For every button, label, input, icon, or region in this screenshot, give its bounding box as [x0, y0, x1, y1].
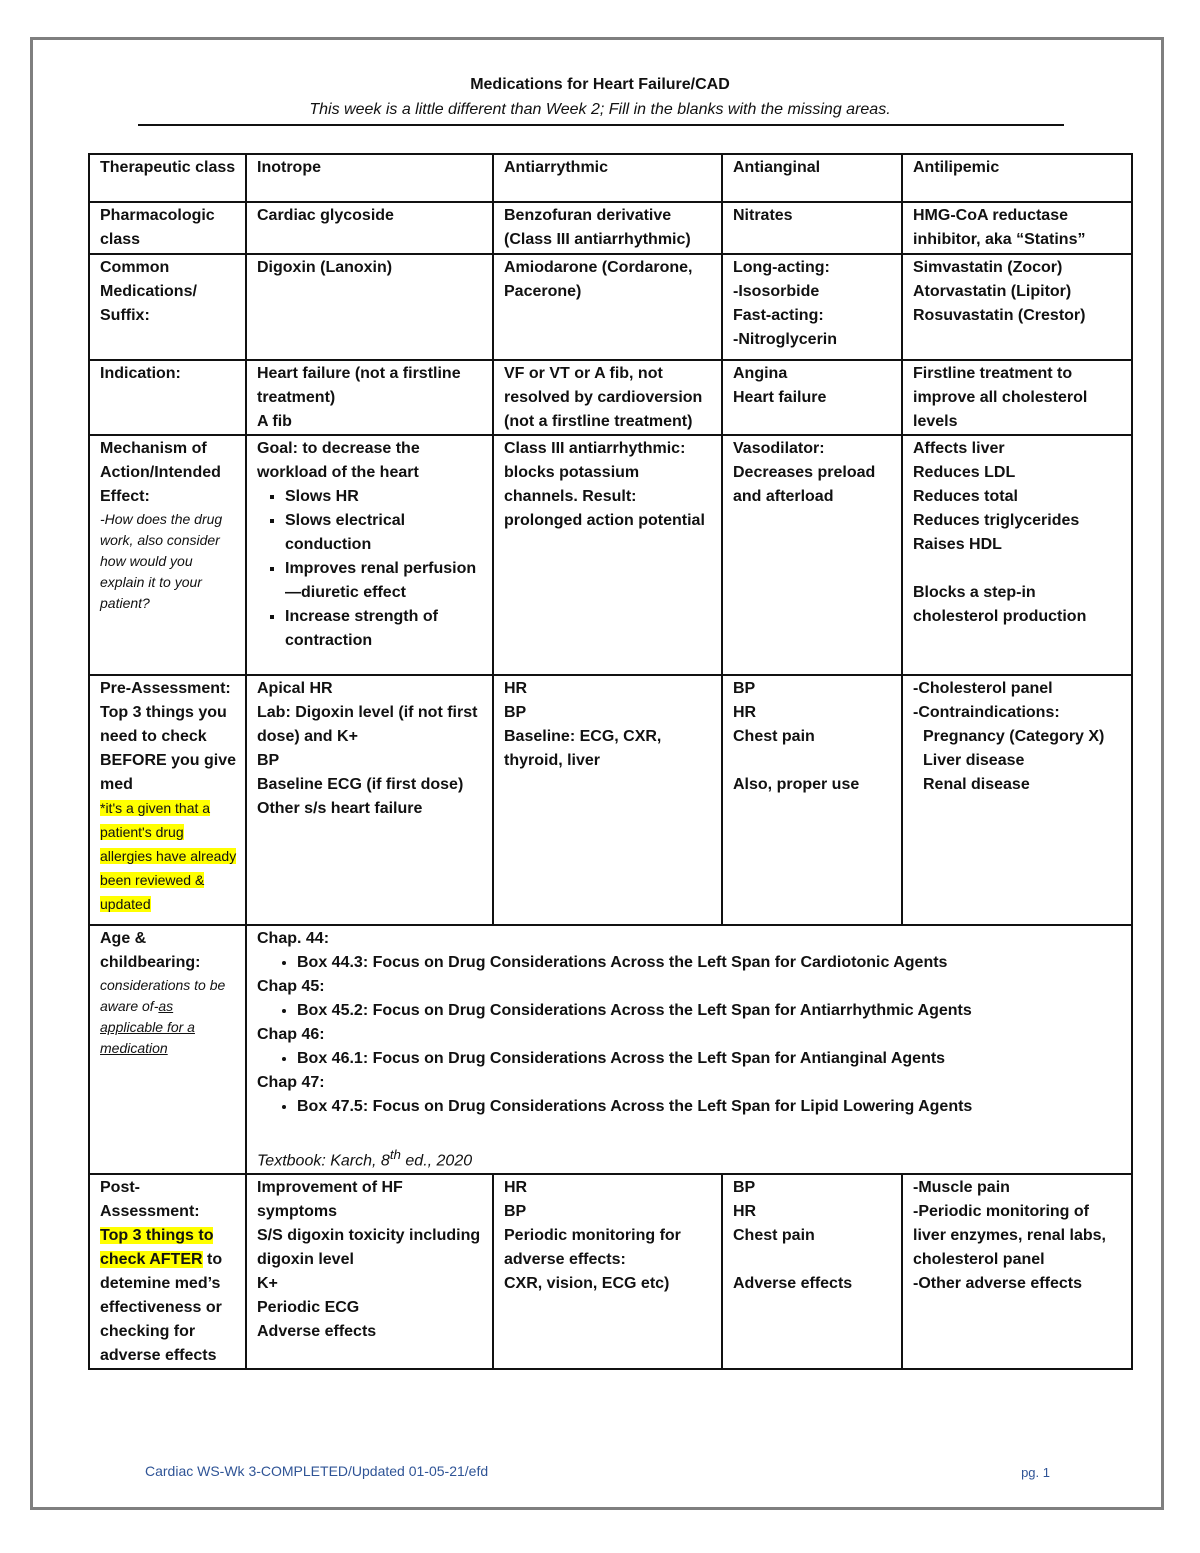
- cell-indication-3: [722, 360, 902, 435]
- cell-common-3: [722, 254, 902, 360]
- cell-pharmacologic-2: Benzofuran derivative (Class III antiarrhythmic): [493, 202, 722, 254]
- chapter-list: [257, 951, 1123, 975]
- list-item: Fast-acting:: [733, 307, 824, 324]
- textbook-reference: [257, 1143, 1123, 1173]
- cell-pre-2: [493, 675, 722, 925]
- cell-therapeutic-antianginal: Antianginal: [722, 154, 902, 202]
- list-item: Periodic monitoring for adverse effects:: [504, 1227, 681, 1269]
- list-item: Heart failure: [733, 389, 827, 406]
- list-item: Adverse effects: [257, 1323, 377, 1341]
- row-label-pharmacologic: Pharmacologic class: [89, 202, 246, 254]
- cell-pharmacologic-3: Nitrates: [722, 202, 902, 254]
- cell-common-1: Digoxin (Lanoxin): [246, 254, 493, 360]
- list-item: Chest pain: [733, 1227, 815, 1245]
- medications-table: [88, 153, 1133, 1370]
- list-item: Raises HDL: [913, 536, 1002, 553]
- list-item: Apical HR: [257, 680, 333, 697]
- spacer: [733, 749, 893, 773]
- list-item: Improvement of HF symptoms: [257, 1179, 403, 1221]
- pre-assessment-note: [100, 797, 237, 917]
- cell-mechanism-1: [246, 435, 493, 675]
- cell-therapeutic-antilipemic: Antilipemic: [902, 154, 1132, 202]
- list-item: Pregnancy (Category X): [923, 728, 1105, 745]
- table-row-post-assessment: [89, 1174, 1132, 1369]
- row-label-post-assessment: [89, 1174, 246, 1369]
- list-item: Blocks a step-in cholesterol production: [913, 584, 1087, 625]
- cell-therapeutic-antiarrythmic: Antiarrythmic: [493, 154, 722, 202]
- list-item: • Box 45.2: Focus on Drug Considerations Across the Left Span for Antiarrhythmic Agents: [297, 999, 1123, 1023]
- post-assessment-label-rest: to detemine med’s effectiveness or checking for adverse effects: [100, 1251, 223, 1365]
- row-label-common: Common Medications/ Suffix:: [89, 254, 246, 360]
- list-item: -Cholesterol panel: [913, 680, 1053, 697]
- textbook-sup: th: [389, 1147, 401, 1162]
- list-item: Baseline ECG (if first dose): [257, 776, 464, 793]
- post-highlight-1: Top 3 things to: [100, 1227, 214, 1245]
- footer-document-id: Cardiac WS-Wk 3-COMPLETED/Updated 01-05-21/efd: [145, 1463, 489, 1479]
- list-item: Reduces LDL: [913, 464, 1016, 481]
- cell-indication-1: [246, 360, 493, 435]
- age-note: [100, 975, 237, 1059]
- spacer: [257, 1119, 1123, 1143]
- list-item: Rosuvastatin (Crestor): [913, 307, 1086, 324]
- cell-pharmacologic-1: Cardiac glycoside: [246, 202, 493, 254]
- list-item: ▪ Slows HR: [285, 485, 484, 509]
- cell-common-2: Amiodarone (Cordarone, Pacerone): [493, 254, 722, 360]
- table-row-common: [89, 254, 1132, 360]
- cell-indication-4: Firstline treatment to improve all cholesterol levels: [902, 360, 1132, 435]
- cell-therapeutic-inotrope: Inotrope: [246, 154, 493, 202]
- list-item: Simvastatin (Zocor): [913, 259, 1063, 276]
- list-item: A fib: [257, 413, 292, 430]
- allergy-note-highlight: *it's a given that a patient's drug allergies have already been reviewed & updated: [100, 800, 237, 912]
- row-label-age: [89, 925, 246, 1174]
- table-row-mechanism: [89, 435, 1132, 675]
- list-item: -Periodic monitoring of liver enzymes, renal labs, cholesterol panel: [913, 1203, 1106, 1269]
- list-item: BP: [733, 1179, 756, 1197]
- list-item: Angina: [733, 365, 788, 382]
- list-item: • Box 46.1: Focus on Drug Considerations Across the Left Span for Antianginal Agents: [297, 1047, 1123, 1071]
- chapter-label: Chap. 44:: [257, 930, 330, 947]
- mechanism-bullets: [257, 485, 484, 653]
- chapter-label: Chap 47:: [257, 1074, 325, 1091]
- list-item: BP: [504, 704, 527, 721]
- list-item: Reduces triglycerides: [913, 512, 1080, 529]
- chapter-label: Chap 45:: [257, 978, 325, 995]
- textbook-text-end: ed., 2020: [400, 1152, 473, 1170]
- cell-common-4: [902, 254, 1132, 360]
- page-subtitle: This week is a little different than Week 2; Fill in the blanks with the missing areas.: [309, 101, 891, 118]
- mechanism-label: Mechanism of Action/Intended Effect:: [100, 440, 221, 505]
- row-label-pre-assessment: [89, 675, 246, 925]
- list-item: Vasodilator:: [733, 440, 825, 457]
- list-item: Affects liver: [913, 440, 1005, 457]
- list-item: Periodic ECG: [257, 1299, 360, 1317]
- table-row-pharmacologic: [89, 202, 1132, 254]
- cell-pre-4: [902, 675, 1132, 925]
- age-label: Age & childbearing:: [100, 930, 201, 971]
- list-item: -Contraindications:: [913, 704, 1060, 721]
- cell-indication-2: VF or VT or A fib, not resolved by cardioversion (not a firstline treatment): [493, 360, 722, 435]
- list-item: K+: [257, 1275, 278, 1293]
- list-item: Reduces total: [913, 488, 1018, 505]
- list-item: • Box 47.5: Focus on Drug Considerations Across the Left Span for Lipid Lowering Agents: [297, 1095, 1123, 1119]
- list-item: Decreases preload and afterload: [733, 464, 876, 505]
- list-item: Baseline: ECG, CXR, thyroid, liver: [504, 728, 662, 769]
- list-item: -Muscle pain: [913, 1179, 1010, 1197]
- list-item: BP: [504, 1203, 527, 1221]
- chapter-list: [257, 1047, 1123, 1071]
- table-row-indication: [89, 360, 1132, 435]
- list-item: Chest pain: [733, 728, 815, 745]
- list-item: -Isosorbide: [733, 283, 820, 300]
- mechanism-goal: Goal: to decrease the workload of the heart: [257, 440, 420, 481]
- list-item: S/S digoxin toxicity including digoxin level: [257, 1227, 481, 1269]
- chapter-label: Chap 46:: [257, 1026, 325, 1043]
- list-item: Renal disease: [923, 776, 1030, 793]
- table-row-therapeutic: [89, 154, 1132, 202]
- list-item: Also, proper use: [733, 776, 860, 793]
- list-item: ▪ Improves renal perfusion—diuretic effect: [285, 557, 484, 605]
- table-row-age-childbearing: [89, 925, 1132, 1174]
- cell-pre-1: [246, 675, 493, 925]
- list-item: Liver disease: [923, 752, 1025, 769]
- chapter-list: [257, 999, 1123, 1023]
- row-label-indication: Indication:: [89, 360, 246, 435]
- spacer: [733, 1248, 893, 1272]
- list-item: HR: [504, 1179, 528, 1197]
- post-assessment-label: Post-Assessment:: [100, 1179, 200, 1221]
- spacer: [913, 557, 1123, 581]
- list-item: Long-acting:: [733, 259, 830, 276]
- list-item: HR: [733, 1203, 757, 1221]
- cell-post-1: [246, 1174, 493, 1369]
- list-item: Adverse effects: [733, 1275, 853, 1293]
- textbook-text: Textbook: Karch, 8: [257, 1152, 390, 1170]
- table-row-pre-assessment: [89, 675, 1132, 925]
- cell-pre-3: [722, 675, 902, 925]
- list-item: Heart failure (not a firstline treatment): [257, 365, 461, 406]
- mechanism-note: -How does the drug work, also consider how would you explain it to your patient?: [100, 511, 223, 611]
- title-divider: [138, 124, 1064, 126]
- list-item: CXR, vision, ECG etc): [504, 1275, 670, 1293]
- list-item: ▪ Increase strength of contraction: [285, 605, 484, 653]
- cell-mechanism-2: Class III antiarrhythmic: blocks potassium channels. Result: prolonged action potential: [493, 435, 722, 675]
- cell-age-references: [246, 925, 1132, 1174]
- list-item: -Other adverse effects: [913, 1275, 1082, 1293]
- cell-post-3: [722, 1174, 902, 1369]
- pre-assessment-label: Pre-Assessment: Top 3 things you need to check BEFORE you give med: [100, 680, 237, 793]
- age-note-underlined: as applicable for a medication: [100, 998, 195, 1056]
- age-note-text: considerations to be aware of-: [100, 977, 226, 1014]
- list-item: BP: [733, 680, 756, 697]
- list-item: • Box 44.3: Focus on Drug Considerations Across the Left Span for Cardiotonic Agents: [297, 951, 1123, 975]
- row-label-mechanism: [89, 435, 246, 675]
- list-item: HR: [733, 704, 757, 721]
- list-item: -Nitroglycerin: [733, 331, 838, 348]
- chapter-list: [257, 1095, 1123, 1119]
- cell-mechanism-3: [722, 435, 902, 675]
- row-label-therapeutic: Therapeutic class: [89, 154, 246, 202]
- cell-pharmacologic-4: HMG-CoA reductase inhibitor, aka “Statins”: [902, 202, 1132, 254]
- list-item: Atorvastatin (Lipitor): [913, 283, 1072, 300]
- cell-mechanism-4: [902, 435, 1132, 675]
- post-highlight-2: check AFTER: [100, 1251, 203, 1269]
- footer-page-number: pg. 1: [1021, 1465, 1050, 1480]
- cell-post-4: [902, 1174, 1132, 1369]
- list-item: HR: [504, 680, 528, 697]
- page-title: Medications for Heart Failure/CAD: [470, 76, 730, 93]
- list-item: Lab: Digoxin level (if not first dose) and K+: [257, 704, 478, 745]
- cell-post-2: [493, 1174, 722, 1369]
- list-item: ▪ Slows electrical conduction: [285, 509, 484, 557]
- list-item: Other s/s heart failure: [257, 800, 423, 817]
- list-item: BP: [257, 752, 280, 769]
